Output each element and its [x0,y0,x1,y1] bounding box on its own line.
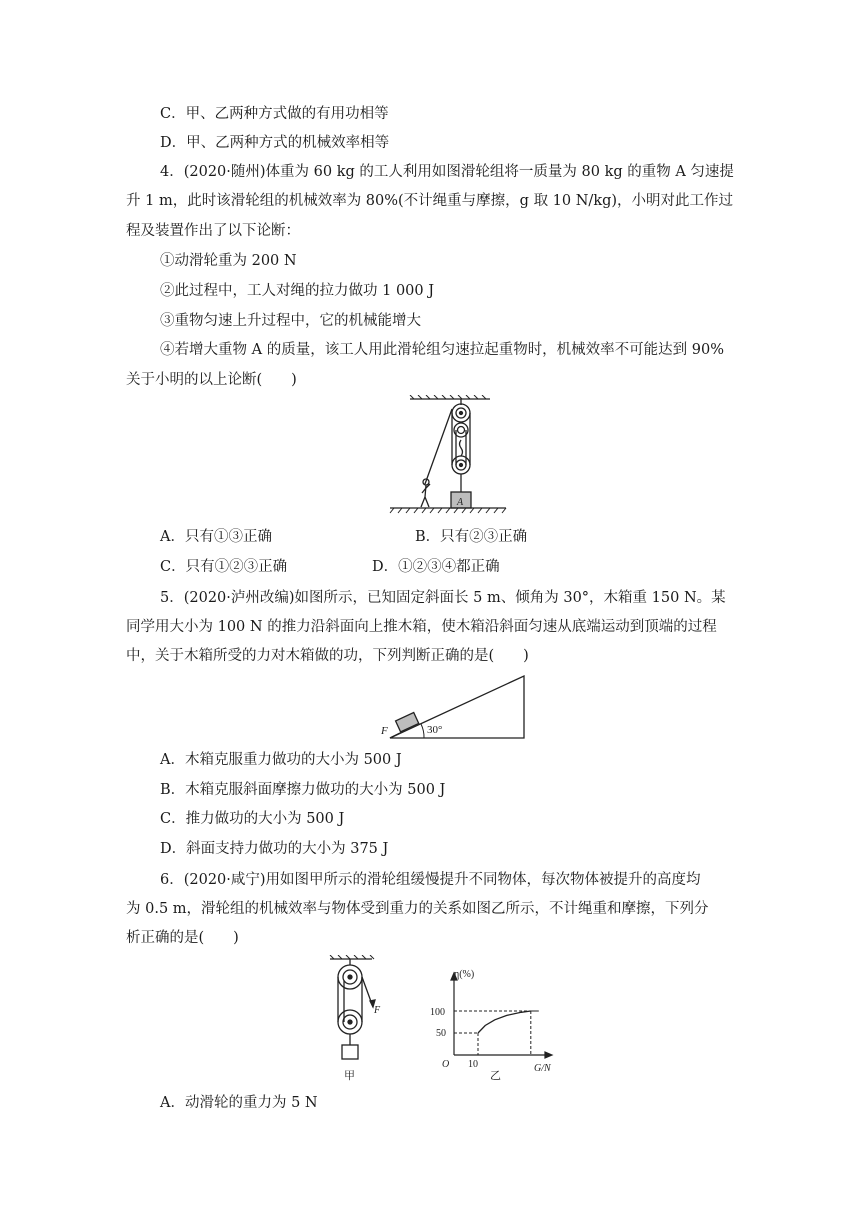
q6-figure-jia-label: 甲 [344,1070,355,1082]
q4-option-b: B．只有②③正确 [415,529,528,545]
q4-load-label: A [457,497,464,508]
q6-stem-line2: 为 0.5 m，滑轮组的机械效率与物体受到重力的关系如图乙所示，不计绳重和摩擦，下列分 [126,901,709,917]
q4-option-d: D．①②③④都正确 [372,559,500,575]
q4-stem-line2: 升 1 m，此时该滑轮组的机械效率为 80%(不计绳重与摩擦，g 取 10 N/kg)，小明对此工作过 [126,193,734,209]
q5-option-d: D．斜面支持力做功的大小为 375 J [160,841,389,857]
chart-y-tick-50: 50 [436,1028,446,1039]
q6-pulley-figure [322,955,382,1085]
q6-force-label: F [374,1005,381,1016]
chart-y-tick-100: 100 [430,1007,445,1018]
chart-origin-label: O [442,1059,450,1070]
q4-claim-1: ①动滑轮重为 200 N [160,253,297,269]
q4-claim-2: ②此过程中，工人对绳的拉力做功 1 000 J [160,283,435,299]
q4-stem-line4: 关于小明的以上论断( ) [126,372,297,388]
q5-option-a: A．木箱克服重力做功的大小为 500 J [160,752,402,768]
q4-option-c: C．只有①②③正确 [160,559,288,575]
q4-pulley-figure [388,395,508,520]
q4-stem-line3: 程及装置作出了以下论断： [126,223,300,239]
q5-angle-label: 30° [427,724,443,736]
q6-figure-yi-label: 乙 [490,1070,501,1082]
chart-x-tick-10: 10 [468,1059,478,1070]
q5-stem-line1: 5．(2020·泸州改编)如图所示，已知固定斜面长 5 m、倾角为 30°，木箱重 150 N。某 [160,590,726,606]
chart-series-efficiency-curve [478,1011,531,1033]
chart-x-axis-label: G/N [534,1063,551,1074]
q3-option-c: C．甲、乙两种方式做的有用功相等 [160,106,389,122]
q6-option-a: A．动滑轮的重力为 5 N [160,1095,318,1111]
q5-incline-figure [380,672,530,742]
q5-option-c: C．推力做功的大小为 500 J [160,811,345,827]
q5-option-b: B．木箱克服斜面摩擦力做功的大小为 500 J [160,782,446,798]
q5-stem-line2: 同学用大小为 100 N 的推力沿斜面向上推木箱，使木箱沿斜面匀速从底端运动到顶端的过程 [126,619,717,635]
q4-option-a: A．只有①③正确 [160,529,272,545]
q3-option-d: D．甲、乙两种方式的机械效率相等 [160,135,390,151]
q4-stem-line1: 4．(2020·随州)体重为 60 kg 的工人利用如图滑轮组将一质量为 80 kg 的重物 A 匀速提 [160,164,734,180]
q6-efficiency-chart [420,955,570,1085]
q6-stem-line3: 析正确的是( ) [126,930,239,946]
chart-x-arrow [545,1052,552,1058]
chart-y-axis-label: η(%) [454,969,475,980]
q4-claim-4: ④若增大重物 A 的质量，该工人用此滑轮组匀速拉起重物时，机械效率不可能达到 90% [160,342,725,358]
q5-stem-line3: 中，关于木箱所受的力对木箱做的功，下列判断正确的是( ) [126,648,529,664]
q5-force-label: F [381,725,388,737]
q6-stem-line1: 6．(2020·咸宁)用如图甲所示的滑轮组缓慢提升不同物体，每次物体被提升的高度均 [160,872,701,888]
q4-claim-3: ③重物匀速上升过程中，它的机械能增大 [160,313,421,329]
